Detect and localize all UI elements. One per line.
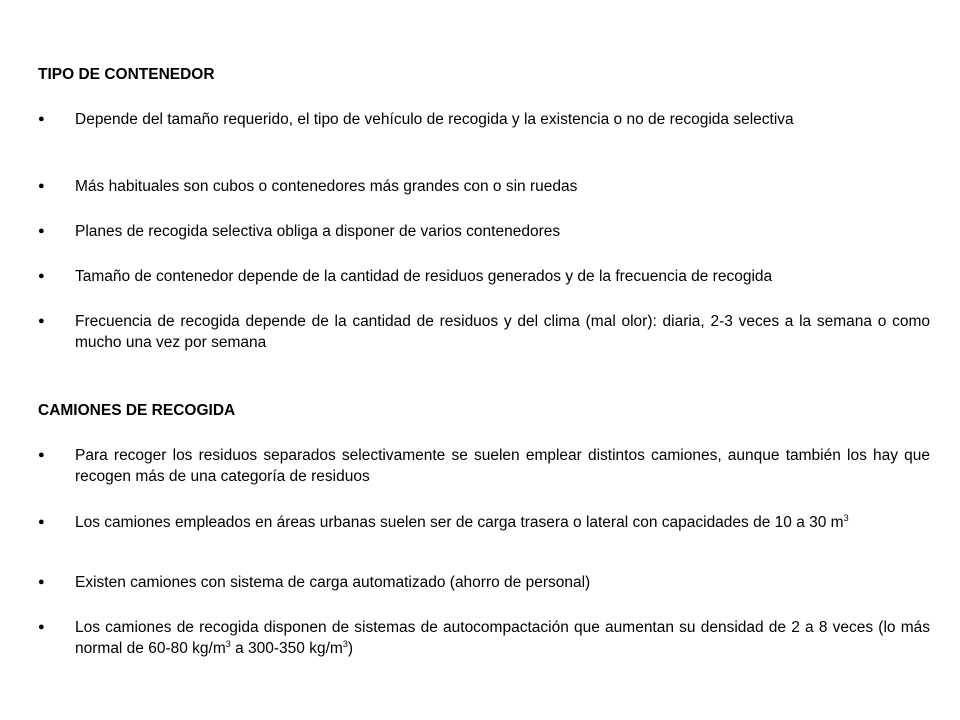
superscript: 3	[843, 513, 849, 523]
list-item-text	[75, 512, 930, 533]
bullet-icon: ●	[38, 516, 45, 528]
bullet-icon: ●	[38, 225, 45, 237]
bullet-icon: ●	[38, 576, 45, 588]
bullet-icon: ●	[38, 449, 45, 461]
bullet-icon: ●	[38, 621, 45, 633]
list-item	[38, 512, 930, 533]
list-item-text: Depende del tamaño requerido, el tipo de vehículo de recogida y la existencia o no de recogida selectiva	[75, 111, 794, 128]
section-heading-trucks: CAMIONES DE RECOGIDA	[38, 402, 236, 419]
list-item-text	[75, 617, 930, 659]
list-item-text: Más habituales son cubos o contenedores más grandes con o sin ruedas	[75, 178, 578, 195]
list-item	[38, 266, 930, 287]
list-item-text-part: a 300-350 kg/m	[230, 640, 343, 657]
list-item-text: Para recoger los residuos separados selectivamente se suelen emplear distintos camiones, aunque también los hay que recogen más de una categoría de residuos	[75, 447, 930, 485]
bullet-icon: ●	[38, 113, 45, 125]
superscript: 3	[225, 639, 231, 649]
bullet-icon: ●	[38, 315, 45, 327]
bullet-icon: ●	[38, 270, 45, 282]
list-item	[38, 221, 930, 242]
bullet-icon: ●	[38, 180, 45, 192]
list-item-text-part: Los camiones empleados en áreas urbanas suelen ser de carga trasera o lateral con capacidades de 10 a 30 m	[75, 514, 844, 531]
list-item	[38, 617, 930, 659]
list-item	[38, 176, 930, 197]
list-item	[38, 445, 930, 487]
list-item	[38, 109, 930, 130]
list-item-text: Frecuencia de recogida depende de la cantidad de residuos y del clima (mal olor): diaria, 2-3 veces a la semana o como mucho una vez por semana	[75, 313, 930, 351]
superscript: 3	[342, 639, 348, 649]
list-item	[38, 311, 930, 353]
list-item-text-part: Los camiones de recogida disponen de sistemas de autocompactación que aumentan su densidad de 2 a 8 veces (lo más normal de 60-80 kg/m	[75, 619, 930, 657]
list-item-text-part: )	[347, 640, 353, 657]
list-item-text: Existen camiones con sistema de carga automatizado (ahorro de personal)	[75, 574, 591, 591]
slide-page	[38, 0, 930, 720]
list-item	[38, 572, 930, 593]
list-item-text: Tamaño de contenedor depende de la cantidad de residuos generados y de la frecuencia de recogida	[75, 268, 773, 285]
list-item-text: Planes de recogida selectiva obliga a disponer de varios contenedores	[75, 223, 561, 240]
section-heading-container: TIPO DE CONTENEDOR	[38, 66, 215, 83]
